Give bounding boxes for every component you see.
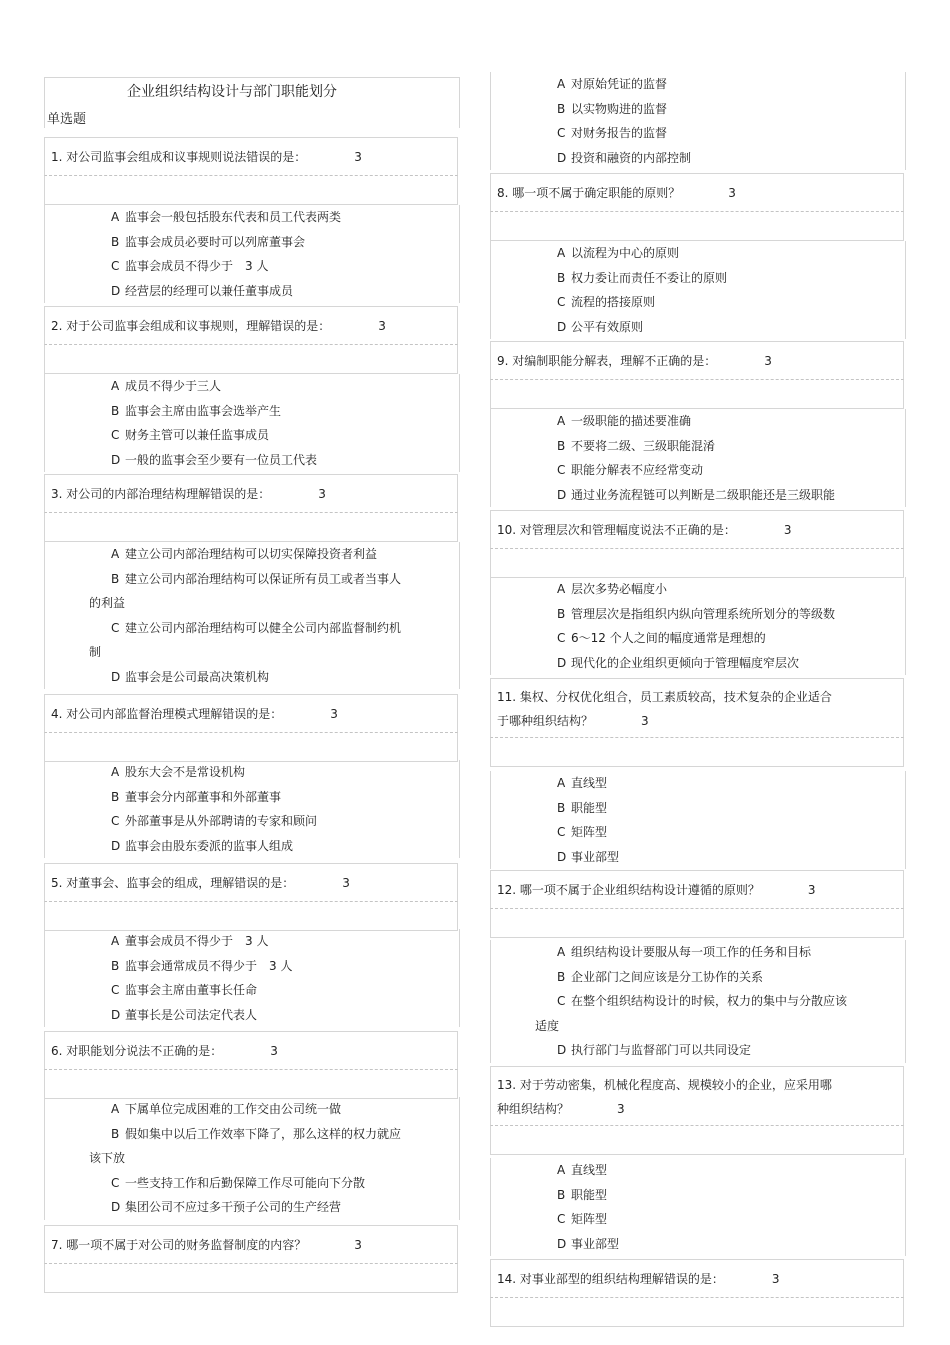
option-text-main: 矩阵型 (571, 825, 608, 839)
option-d[interactable] (491, 1232, 905, 1257)
option-text (89, 616, 459, 665)
question-text: 9. 对编制职能分解表，理解不正确的是： (497, 354, 717, 368)
question-text-row (44, 1225, 458, 1263)
answer-area[interactable] (490, 548, 904, 578)
option-text (111, 374, 221, 399)
option-text (557, 577, 667, 602)
option-text (111, 665, 269, 690)
question-score: 3 (728, 185, 736, 200)
question-2 (490, 173, 904, 241)
option-b[interactable] (491, 796, 905, 821)
question-text-row (490, 510, 904, 548)
option-letter: B (557, 606, 566, 621)
option-text (111, 230, 305, 255)
option-text (557, 434, 715, 459)
option-c[interactable] (491, 820, 905, 845)
option-text-main: 对财务报告的监督 (571, 126, 668, 140)
option-text-main: 监事会是公司最高决策机构 (125, 669, 270, 684)
option-text (557, 1232, 619, 1257)
option-c[interactable] (491, 989, 905, 1038)
option-text-main: 监事会主席由董事长任命 (125, 983, 258, 997)
option-letter: B (557, 1187, 566, 1202)
question-text: 10. 对管理层次和管理幅度说法不正确的是： (497, 523, 736, 537)
options-list (490, 241, 906, 339)
answer-area[interactable] (490, 1297, 904, 1327)
options-list (44, 1097, 460, 1220)
question-text: 3. 对公司的内部治理结构理解错误的是： (51, 487, 271, 501)
question-6 (44, 1031, 458, 1099)
question-text: 5. 对董事会、监事会的组成，理解错误的是： (51, 876, 295, 890)
option-text (557, 315, 643, 340)
question-text: 11. 集权、分权优化组合，员工素质较高，技术复杂的企业适合 (497, 690, 832, 704)
option-d[interactable] (45, 448, 459, 473)
option-letter: B (111, 234, 120, 249)
option-text (111, 1195, 341, 1220)
answer-area[interactable] (44, 175, 458, 205)
option-letter: C (557, 994, 566, 1008)
question-score: 3 (378, 318, 386, 333)
options-list (44, 542, 460, 689)
options-list (44, 929, 460, 1027)
option-text (557, 97, 667, 122)
question-text-continued: 种组织结构？ (497, 1102, 570, 1116)
option-text-main: 执行部门与监督部门可以共同设定 (571, 1043, 752, 1057)
question-text: 6. 对职能划分说法不正确的是： (51, 1044, 223, 1058)
option-text-main: 以实物购进的监督 (571, 101, 668, 116)
option-text-main: 外部董事是从外部聘请的专家和顾问 (125, 814, 318, 828)
option-text-main: 以流程为中心的原则 (571, 246, 680, 260)
option-b[interactable] (491, 97, 905, 122)
option-text (557, 1038, 751, 1063)
question-score: 3 (783, 522, 792, 537)
option-d[interactable] (45, 665, 459, 690)
question-text-row (490, 870, 904, 908)
option-letter: D (557, 655, 567, 670)
question-8 (490, 1259, 904, 1327)
option-text-main: 事业部型 (571, 1236, 620, 1251)
option-text-main: 集团公司不应过多干预子公司的生产经营 (125, 1200, 342, 1214)
option-a[interactable] (45, 205, 459, 230)
option-text-main: 假如集中以后工作效率下降了，那么这样的权力就应 (125, 1126, 402, 1141)
option-letter: C (557, 295, 566, 309)
option-text (111, 205, 341, 230)
option-text-main: 成员不得少于三人 (125, 379, 222, 393)
option-letter: C (557, 825, 566, 839)
option-a[interactable] (491, 771, 905, 796)
option-letter: B (557, 800, 566, 815)
question-text-row (44, 306, 458, 344)
option-text (89, 1122, 459, 1171)
option-d[interactable] (45, 1003, 459, 1028)
option-text (89, 567, 459, 616)
answer-area[interactable] (44, 1069, 458, 1099)
option-b[interactable] (491, 965, 905, 990)
option-letter: C (111, 620, 120, 635)
option-a[interactable] (491, 940, 905, 965)
option-d[interactable] (45, 1195, 459, 1220)
option-text (111, 834, 293, 859)
question-text-row (44, 137, 458, 175)
option-text (557, 241, 679, 266)
option-a[interactable] (45, 374, 459, 399)
option-c[interactable] (491, 626, 905, 651)
option-letter: C (111, 983, 120, 997)
option-text-main: 财务主管可以兼任监事成员 (125, 428, 270, 442)
option-b[interactable] (491, 1183, 905, 1208)
question-text: 2. 对于公司监事会组成和议事规则，理解错误的是： (51, 319, 331, 333)
question-2 (44, 306, 458, 374)
option-text (111, 809, 317, 834)
option-text (111, 399, 281, 424)
option-text-main: 股东大会不是常设机构 (125, 765, 246, 779)
option-b[interactable] (45, 399, 459, 424)
option-text (557, 940, 811, 965)
option-letter: B (557, 969, 566, 984)
option-a[interactable] (45, 929, 459, 954)
option-letter: C (111, 259, 120, 273)
answer-area[interactable] (44, 512, 458, 542)
option-text-main: 职能型 (571, 800, 608, 815)
option-text-main: 经营层的经理可以兼任董事成员 (125, 283, 294, 298)
option-c[interactable] (45, 254, 459, 279)
option-c[interactable] (491, 121, 905, 146)
option-text (111, 254, 268, 279)
option-letter: D (111, 283, 121, 298)
option-letter: A (557, 77, 566, 91)
option-letter: C (111, 1175, 120, 1190)
option-text-main: 职能分解表不应经常变动 (571, 463, 704, 477)
question-text-row (490, 341, 904, 379)
option-a[interactable] (491, 1158, 905, 1183)
option-text (111, 448, 317, 473)
option-text (535, 989, 905, 1038)
question-7 (490, 1066, 904, 1155)
option-text-main: 一级职能的描述要准确 (571, 414, 692, 428)
option-d[interactable] (45, 279, 459, 304)
option-c[interactable] (45, 616, 459, 665)
option-d[interactable] (491, 651, 905, 676)
option-letter: A (111, 934, 120, 948)
question-4 (490, 510, 904, 578)
option-text-main: 建立公司内部治理结构可以切实保障投资者利益 (125, 547, 378, 561)
option-letter: D (557, 1043, 567, 1057)
option-text-main: 通过业务流程链可以判断是二级职能还是三级职能 (571, 487, 836, 502)
option-text (111, 1003, 257, 1028)
option-letter: A (111, 1102, 120, 1116)
question-score: 3 (641, 714, 649, 728)
option-b[interactable] (491, 434, 905, 459)
options-list (44, 205, 460, 303)
answer-area[interactable] (490, 1125, 904, 1155)
option-text-main: 董事会分内部董事和外部董事 (125, 789, 282, 804)
option-letter: A (557, 414, 566, 428)
option-text-main: 职能型 (571, 1187, 608, 1202)
option-letter: C (111, 814, 120, 828)
option-text-main: 直线型 (571, 1163, 608, 1177)
option-c[interactable] (45, 423, 459, 448)
option-a[interactable] (491, 72, 905, 97)
option-letter: B (111, 571, 120, 586)
option-text (557, 965, 763, 990)
answer-area[interactable] (44, 732, 458, 762)
options-list (490, 577, 906, 675)
option-text (111, 279, 293, 304)
option-a[interactable] (45, 1097, 459, 1122)
option-b[interactable] (45, 230, 459, 255)
option-letter: D (111, 838, 121, 853)
document-title: 企业组织结构设计与部门职能划分 (127, 84, 337, 100)
options-list (44, 374, 460, 472)
option-text-main: 矩阵型 (571, 1212, 608, 1226)
question-text-continued: 于哪种组织结构？ (497, 714, 594, 728)
answer-area[interactable] (44, 1263, 458, 1293)
options-list (490, 409, 906, 507)
option-letter: B (111, 403, 120, 418)
option-text-main: 流程的搭接原则 (571, 295, 656, 309)
options-list (490, 1158, 906, 1256)
option-text (557, 72, 667, 97)
option-letter: A (557, 582, 566, 596)
option-text (557, 483, 835, 508)
option-text (111, 542, 377, 567)
question-5 (44, 863, 458, 931)
options-list (490, 940, 906, 1063)
option-c[interactable] (491, 1207, 905, 1232)
question-text-row (490, 173, 904, 211)
option-letter: B (557, 438, 566, 453)
options-list (490, 72, 906, 170)
option-letter: B (111, 958, 120, 973)
option-letter: B (557, 101, 566, 116)
question-score: 3 (764, 353, 772, 368)
option-text-main: 一些支持工作和后勤保障工作尽可能向下分散 (125, 1175, 366, 1190)
option-text-main: 权力委让而责任不委让的原则 (571, 270, 728, 285)
option-letter: D (557, 319, 567, 334)
option-d[interactable] (45, 834, 459, 859)
option-b[interactable] (45, 567, 459, 616)
question-text-row (490, 1066, 904, 1125)
option-text-main: 事业部型 (571, 849, 620, 864)
answer-area[interactable] (44, 344, 458, 374)
question-score: 3 (771, 1271, 780, 1286)
option-text (111, 954, 292, 979)
question-4 (44, 694, 458, 762)
option-letter: D (111, 1200, 121, 1214)
option-text-main: 在整个组织结构设计的时候，权力的集中与分散应该 (571, 994, 848, 1008)
question-text: 12. 哪一项不属于企业组织结构设计遵循的原则？ (497, 883, 760, 897)
option-text (111, 978, 257, 1003)
option-letter: D (111, 452, 121, 467)
option-text (557, 121, 667, 146)
option-text-continued: 适度 (535, 1018, 560, 1033)
option-text-main: 董事长是公司法定代表人 (125, 1007, 258, 1022)
option-b[interactable] (45, 954, 459, 979)
option-text-main: 下属单位完成困难的工作交由公司统一做 (125, 1102, 342, 1116)
question-7 (44, 1225, 458, 1293)
option-text-continued: 该下放 (89, 1151, 126, 1165)
section-label: 单选题 (47, 112, 87, 127)
option-text (557, 146, 691, 171)
option-text (111, 929, 268, 954)
option-letter: A (111, 765, 120, 779)
option-text (111, 423, 269, 448)
option-a[interactable] (45, 760, 459, 785)
option-letter: A (557, 1163, 566, 1177)
option-text-main: 企业部门之间应该是分工协作的关系 (571, 969, 764, 984)
question-text: 4. 对公司内部监督治理模式理解错误的是： (51, 707, 283, 721)
question-score: 3 (318, 486, 326, 501)
option-letter: D (557, 849, 567, 864)
question-score: 3 (330, 706, 338, 721)
option-letter: C (557, 1212, 566, 1226)
option-text (557, 458, 703, 483)
option-letter: B (557, 270, 566, 285)
option-letter: A (557, 246, 566, 260)
option-letter: B (111, 1126, 120, 1141)
question-text-row (44, 474, 458, 512)
option-d[interactable] (491, 483, 905, 508)
question-score: 3 (342, 875, 350, 890)
option-text (111, 785, 281, 810)
question-5 (490, 678, 904, 767)
question-text-row (44, 1031, 458, 1069)
option-a[interactable] (491, 409, 905, 434)
option-text (557, 409, 691, 434)
option-a[interactable] (491, 577, 905, 602)
options-list (490, 771, 906, 869)
question-3 (490, 341, 904, 409)
option-a[interactable] (491, 241, 905, 266)
answer-area[interactable] (490, 737, 904, 767)
option-text-main: 监事会成员必要时可以列席董事会 (125, 234, 306, 249)
option-text-main: 现代化的企业组织更倾向于管理幅度窄层次 (571, 655, 800, 670)
option-text (111, 760, 245, 785)
option-c[interactable] (45, 978, 459, 1003)
option-text-main: 组织结构设计要服从每一项工作的任务和目标 (571, 945, 812, 959)
option-text-main: 不要将二级、三级职能混淆 (571, 438, 716, 453)
question-text: 8. 哪一项不属于确定职能的原则？ (497, 186, 681, 200)
title-box (44, 77, 460, 128)
option-a[interactable] (45, 542, 459, 567)
question-text-row (490, 678, 904, 737)
option-text-continued: 的利益 (89, 596, 126, 610)
option-text-main: 建立公司内部治理结构可以保证所有员工或者当事人 (125, 571, 402, 586)
option-text-main: 监事会一般包括股东代表和员工代表两类 (125, 210, 342, 224)
option-text (557, 290, 655, 315)
option-letter: A (111, 379, 120, 393)
option-letter: D (557, 150, 567, 165)
option-text-main: 公平有效原则 (571, 319, 644, 334)
option-letter: C (111, 428, 120, 442)
option-letter: A (111, 547, 120, 561)
option-d[interactable] (491, 1038, 905, 1063)
question-6 (490, 870, 904, 938)
question-score: 3 (807, 882, 816, 897)
option-d[interactable] (491, 315, 905, 340)
option-b[interactable] (491, 602, 905, 627)
option-text (557, 266, 727, 291)
option-text-main: 建立公司内部治理结构可以健全公司内部监督制约机 (125, 620, 402, 635)
options-list (44, 760, 460, 858)
option-text (557, 845, 619, 870)
question-score: 3 (354, 1237, 362, 1252)
option-b[interactable] (45, 785, 459, 810)
question-3 (44, 474, 458, 542)
question-score: 3 (617, 1102, 625, 1116)
option-text-main: 监事会由股东委派的监事人组成 (125, 838, 294, 853)
option-letter: D (557, 487, 567, 502)
question-score: 3 (270, 1043, 278, 1058)
option-text (557, 651, 799, 676)
option-letter: B (111, 789, 120, 804)
option-text-main: 对原始凭证的监督 (571, 77, 668, 91)
option-text-main: 直线型 (571, 776, 608, 790)
option-text-main: 管理层次是指组织内纵向管理系统所划分的等级数 (571, 606, 836, 621)
option-text-main: 层次多势必幅度小 (571, 582, 668, 596)
option-letter: A (111, 210, 120, 224)
option-letter: D (111, 1007, 121, 1022)
question-text: 14. 对事业部型的组织结构理解错误的是： (497, 1272, 724, 1286)
option-text-continued: 制 (89, 645, 102, 659)
option-text (111, 1171, 365, 1196)
answer-area[interactable] (44, 901, 458, 931)
option-text-main: 6～12 个人之间的幅度通常是理想的 (571, 631, 766, 645)
option-text-main: 董事会成员不得少于 3 人 (125, 934, 269, 948)
option-letter: A (557, 776, 566, 790)
option-text-main: 投资和融资的内部控制 (571, 150, 692, 165)
option-text-main: 监事会通常成员不得少于 3 人 (125, 958, 293, 973)
answer-area[interactable] (490, 908, 904, 938)
question-text: 7. 哪一项不属于对公司的财务监督制度的内容？ (51, 1238, 307, 1252)
option-letter: A (557, 945, 566, 959)
question-text: 13. 对于劳动密集，机械化程度高、规模较小的企业，应采用哪 (497, 1078, 832, 1092)
question-text-row (490, 1259, 904, 1297)
option-letter: C (557, 126, 566, 140)
question-text-row (44, 863, 458, 901)
answer-area[interactable] (490, 379, 904, 409)
option-d[interactable] (491, 146, 905, 171)
question-text-row (44, 694, 458, 732)
option-text (557, 602, 835, 627)
option-b[interactable] (491, 266, 905, 291)
option-text-main: 监事会主席由监事会选举产生 (125, 403, 282, 418)
option-letter: C (557, 463, 566, 477)
option-text (111, 1097, 341, 1122)
option-c[interactable] (45, 1171, 459, 1196)
question-score: 3 (354, 149, 362, 164)
option-letter: D (557, 1236, 567, 1251)
question-text: 1. 对公司监事会组成和议事规则说法错误的是： (51, 150, 307, 164)
option-text (557, 626, 766, 651)
option-b[interactable] (45, 1122, 459, 1171)
answer-area[interactable] (490, 211, 904, 241)
option-c[interactable] (491, 290, 905, 315)
option-text-main: 监事会成员不得少于 3 人 (125, 259, 269, 273)
option-d[interactable] (491, 845, 905, 870)
option-c[interactable] (491, 458, 905, 483)
option-letter: D (111, 669, 121, 684)
question-1 (44, 137, 458, 205)
option-c[interactable] (45, 809, 459, 834)
option-letter: C (557, 631, 566, 645)
option-text-main: 一般的监事会至少要有一位员工代表 (125, 452, 318, 467)
